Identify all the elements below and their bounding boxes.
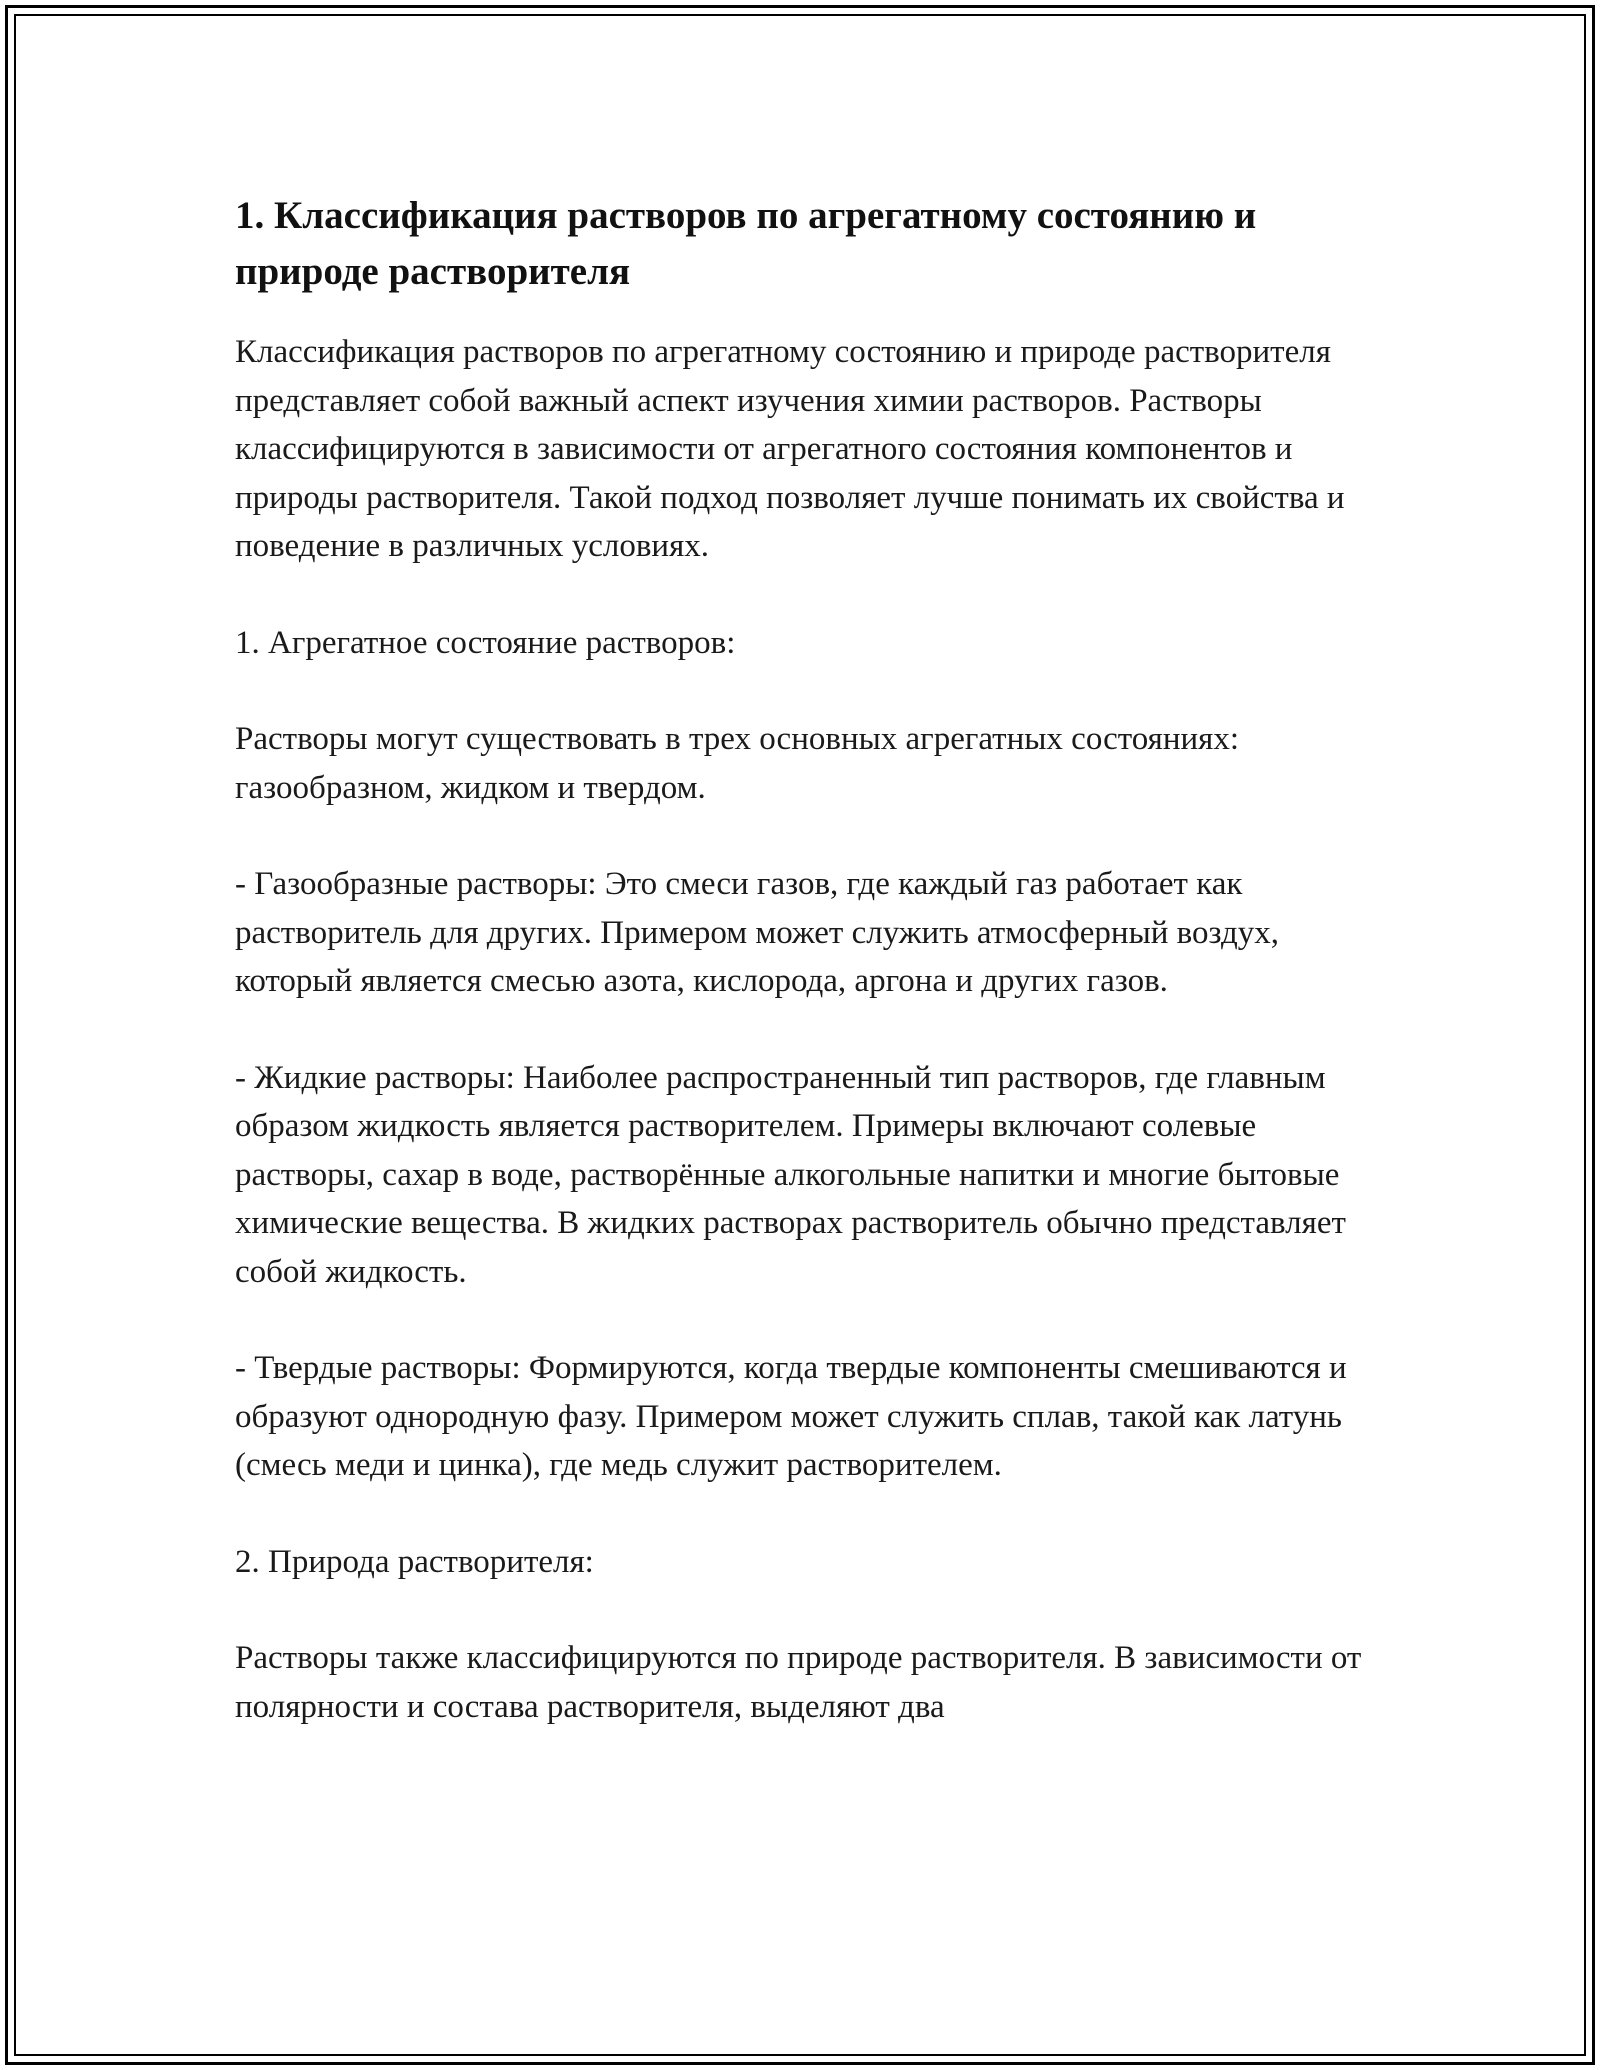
liquid-solutions-paragraph: - Жидкие растворы: Наиболее распространенный тип растворов, где главным образом жидкость является растворителем. Примеры включают солевые растворы, сахар в воде, растворённые алкогольные напитки и многие бытовые химические вещества. В жидких растворах растворитель обычно представляет собой жидкость. xyxy=(235,1059,1346,1290)
document-title: 1. Классификация растворов по агрегатному состоянию и природе растворителя xyxy=(235,194,1257,293)
aggregate-states-paragraph: Растворы могут существовать в трех основных агрегатных состояниях: газообразном, жидком и твердом. xyxy=(235,721,1240,806)
solid-solutions-paragraph: - Твердые растворы: Формируются, когда твердые компоненты смешиваются и образуют однородную фазу. Примером может служить сплав, такой как латунь (смесь меди и цинка), где медь служит растворителем. xyxy=(235,1350,1347,1483)
section-heading-aggregate-state: 1. Агрегатное состояние растворов: xyxy=(235,624,736,661)
solvent-nature-paragraph: Растворы также классифицируются по природе растворителя. В зависимости от полярности и состава растворителя, выделяют два xyxy=(235,1640,1362,1725)
intro-paragraph: Классификация растворов по агрегатному состоянию и природе растворителя представляет собой важный аспект изучения химии растворов. Растворы классифицируются в зависимости от агрегатного состояния компонентов и природы растворителя. Такой подход позволяет лучше понимать их свойства и поведение в различных условиях. xyxy=(235,334,1345,564)
gaseous-solutions-paragraph: - Газообразные растворы: Это смеси газов, где каждый газ работает как растворитель для других. Примером может служить атмосферный воздух, который является смесью азота, кислорода, аргона и других газов. xyxy=(235,866,1280,999)
document-body xyxy=(235,188,1375,1731)
section-heading-solvent-nature: 2. Природа растворителя: xyxy=(235,1543,594,1580)
